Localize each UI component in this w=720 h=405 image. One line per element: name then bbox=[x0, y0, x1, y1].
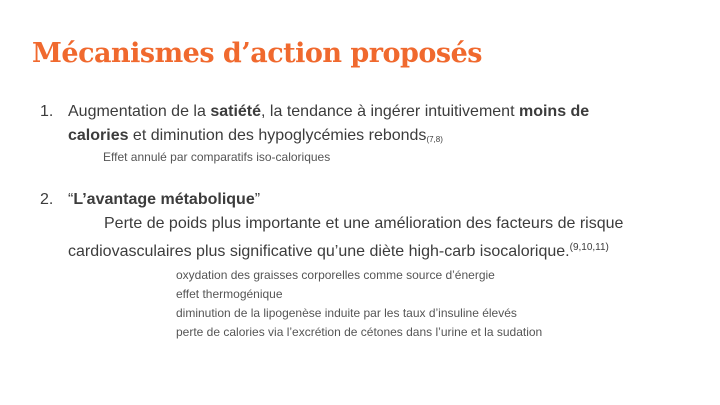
slide-title: Mécanismes d’action proposés bbox=[32, 38, 482, 69]
item1-bold-calories: calories bbox=[68, 127, 129, 144]
list-number: 2. bbox=[40, 191, 54, 208]
item1-note: Effet annulé par comparatifs iso-caloriques bbox=[103, 150, 331, 164]
list-item-2 bbox=[40, 188, 700, 264]
item2-reference: (9,10,11) bbox=[569, 242, 609, 253]
item1-text-a: Augmentation de la bbox=[68, 103, 211, 120]
note-line: oxydation des graisses corporelles comme source d’énergie bbox=[176, 268, 495, 282]
item1-bold-satiete: satiété bbox=[210, 103, 262, 120]
note-line: diminution de la lipogenèse induite par les taux d’insuline élevés bbox=[176, 306, 517, 320]
item1-bold-moins-de: moins de bbox=[518, 103, 590, 120]
item2-line3 bbox=[40, 236, 700, 264]
note-line: effet thermogénique bbox=[176, 287, 283, 301]
item1-reference: (7,8) bbox=[426, 135, 443, 144]
item2-notes bbox=[176, 266, 542, 342]
quote-open: “ bbox=[68, 191, 74, 208]
item1-line2 bbox=[40, 124, 680, 152]
item1-text-c: et diminution des hypoglycémies rebonds bbox=[128, 127, 427, 144]
item1-text-b: , la tendance à ingérer intuitivement bbox=[261, 103, 519, 120]
list-item-1 bbox=[40, 100, 680, 152]
item2-line2: Perte de poids plus importante et une amélioration des facteurs de risque bbox=[104, 215, 624, 232]
item2-line3-text: cardiovasculaires plus significative qu’une diète high-carb isocalorique. bbox=[68, 243, 570, 260]
item2-bold-heading: L’avantage métabolique bbox=[73, 191, 255, 208]
quote-close: ” bbox=[254, 191, 261, 208]
note-line: perte de calories via l’excrétion de cétones dans l’urine et la sudation bbox=[176, 325, 543, 339]
list-number: 1. bbox=[40, 103, 54, 120]
